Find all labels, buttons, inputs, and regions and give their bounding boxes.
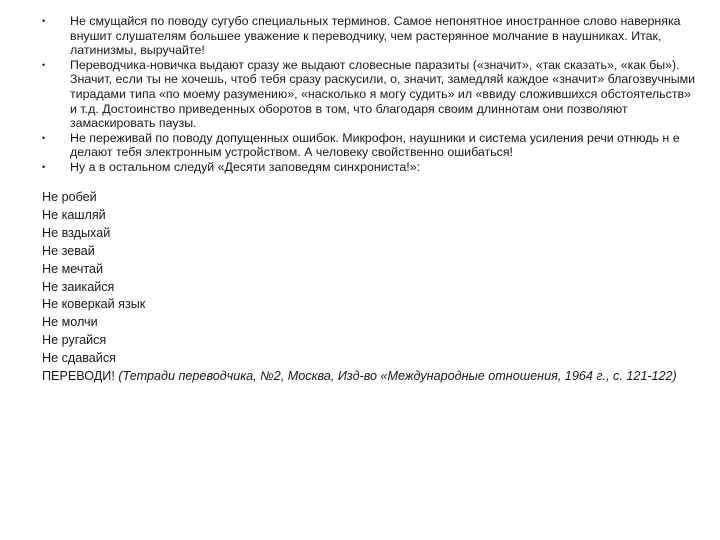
bullet-text: Ну а в остальном следуй «Десяти заповедям синхрониста!»: bbox=[70, 159, 421, 174]
bullet-item-commandments-intro bbox=[42, 160, 698, 175]
bullet-text: Не смущайся по поводу сугубо специальных терминов. Самое непонятное иностранное слово наверняка внушит слушателям большее уважение к переводчику, чем растерянное молчание в наушниках. Итак, латинизмы, выручайте! bbox=[70, 14, 681, 58]
commandment-item: Не ругайся bbox=[42, 333, 107, 348]
commandment-item: Не мечтай bbox=[42, 261, 104, 276]
bullet-list bbox=[42, 14, 698, 175]
bullet-item-mistakes bbox=[42, 131, 698, 160]
commandment-item: Не кашляй bbox=[42, 207, 106, 222]
bullet-text: Не переживай по поводу допущенных ошибок. Микрофон, наушники и система усиления речи отнюдь н е делают тебя электронным устройством. А человеку свойственно ошибаться! bbox=[70, 130, 680, 160]
commandment-item: Не молчи bbox=[42, 315, 98, 330]
bullet-item-terms bbox=[42, 14, 698, 58]
commandment-item: Не коверкай язык bbox=[42, 297, 146, 312]
commandments-list bbox=[42, 189, 145, 368]
bullet-icon: • bbox=[42, 132, 46, 143]
bullet-icon: • bbox=[42, 59, 46, 70]
commandment-item: Не вздыхай bbox=[42, 225, 111, 240]
bullet-icon: • bbox=[42, 161, 46, 172]
commandment-item: Не зевай bbox=[42, 243, 95, 258]
commandment-item: Не сдавайся bbox=[42, 351, 116, 366]
commandment-item: Не заикайся bbox=[42, 279, 115, 294]
source-title: ПЕРЕВОДИ! bbox=[42, 369, 119, 383]
bullet-icon: • bbox=[42, 16, 46, 26]
commandment-item: Не робей bbox=[42, 190, 97, 204]
bullet-item-fillers bbox=[42, 58, 698, 131]
source-citation bbox=[42, 368, 702, 384]
source-reference: (Тетради переводчика, №2, Москва, Изд-во «Международные отношения, 1964 г., с. 121-122) bbox=[118, 369, 677, 383]
bullet-text: Переводчика-новичка выдают сразу же выдают словесные паразиты («значит», «так сказать», «как бы»). Значит, если ты не хочешь, чтоб тебя сразу раскусили, о, значит, замедляй каждое «значит» благозвучными тирадами типа «по моему разумению», «насколько я могу судить» ил «ввиду сложившихся обстоятельств» и т.д. Достоинство приведенных оборотов в том, что благодаря своим длиннотам они позволяют замаскировать паузы. bbox=[70, 57, 696, 131]
